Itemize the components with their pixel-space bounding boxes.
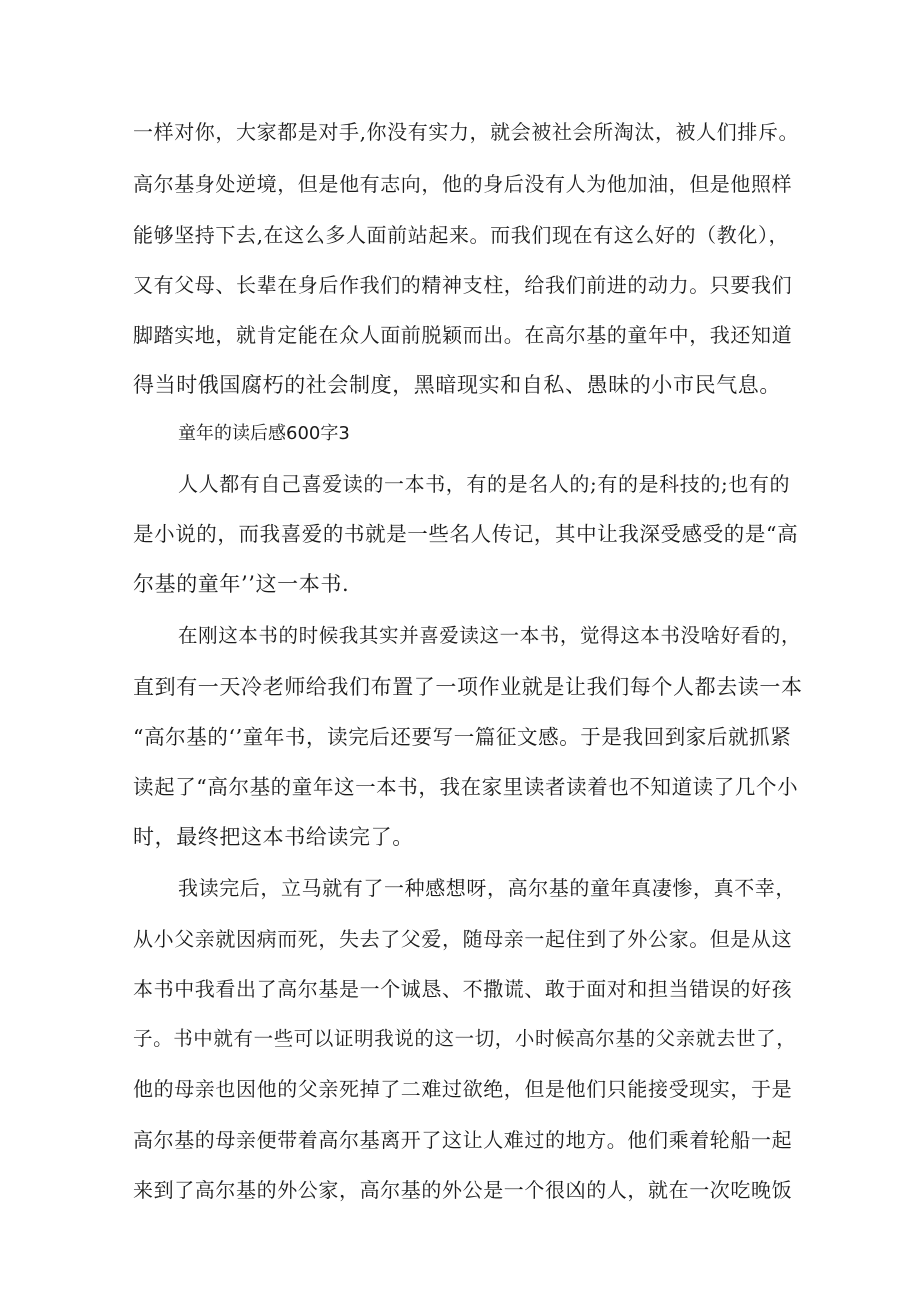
paragraph-3-line: 子。书中就有一些可以证明我说的这一切，小时候高尔基的父亲就去世了， bbox=[133, 1027, 797, 1050]
text-line: 脚踏实地，就肯定能在众人面前脱颖而出。在高尔基的童年中，我还知道 bbox=[133, 323, 793, 347]
paragraph-2-line: 直到有一天冷老师给我们布置了一项作业就是让我们每个人都去读一本 bbox=[133, 675, 803, 699]
paragraph-3-line: 我读完后，立马就有了一种感想呀，高尔基的童年真凄惨，真不幸， bbox=[178, 876, 796, 900]
paragraph-2-line: “高尔基的‘’童年书，读完后还要写一篇征文感。于是我回到家后就抓紧 bbox=[133, 725, 792, 749]
text-line: 又有父母、长辈在身后作我们的精神支柱，给我们前进的动力。只要我们 bbox=[133, 273, 793, 297]
paragraph-1-line: 尔基的童年’’这一本书. bbox=[133, 572, 350, 596]
section-heading: 童年的读后感600字3 bbox=[178, 423, 350, 444]
paragraph-1-line: 是小说的，而我喜爱的书就是一些名人传记，其中让我深受感受的是“高 bbox=[133, 522, 799, 546]
paragraph-3-line: 他的母亲也因他的父亲死掉了二难过欲绝，但是他们只能接受现实，于是 bbox=[133, 1077, 793, 1101]
paragraph-3-line: 从小父亲就因病而死，失去了父爱，随母亲一起住到了外公家。但是从这 bbox=[133, 927, 793, 951]
paragraph-1-line: 人人都有自己喜爱读的一本书，有的是名人的;有的是科技的;也有的 bbox=[178, 472, 791, 496]
paragraph-2-line: 在刚这本书的时候我其实并喜爱读这一本书，觉得这本书没啥好看的， bbox=[178, 624, 802, 647]
text-line: 能够坚持下去,在这么多人面前站起来。而我们现在有这么好的（教化）， bbox=[133, 223, 790, 247]
text-line: 高尔基身处逆境，但是他有志向，他的身后没有人为他加油，但是他照样 bbox=[133, 172, 793, 196]
paragraph-3-line: 来到了高尔基的外公家，高尔基的外公是一个很凶的人，就在一次吃晚饭 bbox=[133, 1178, 793, 1202]
paragraph-3-line: 高尔基的母亲便带着高尔基离开了这让人难过的地方。他们乘着轮船一起 bbox=[133, 1128, 793, 1152]
text-line: 得当时俄国腐朽的社会制度，黑暗现实和自私、愚昧的小市民气息。 bbox=[133, 373, 781, 397]
paragraph-2-line: 读起了“高尔基的童年这一本书，我在家里读者读着也不知道读了几个小 bbox=[133, 775, 799, 799]
text-line: 一样对你，大家都是对手,你没有实力，就会被社会所淘汰，被人们排斥。 bbox=[133, 120, 800, 144]
paragraph-3-line: 本书中我看出了高尔基是一个诚恳、不撒谎、敢于面对和担当错误的好孩 bbox=[133, 977, 793, 1001]
paragraph-2-line: 时，最终把这本书给读完了。 bbox=[133, 825, 414, 849]
